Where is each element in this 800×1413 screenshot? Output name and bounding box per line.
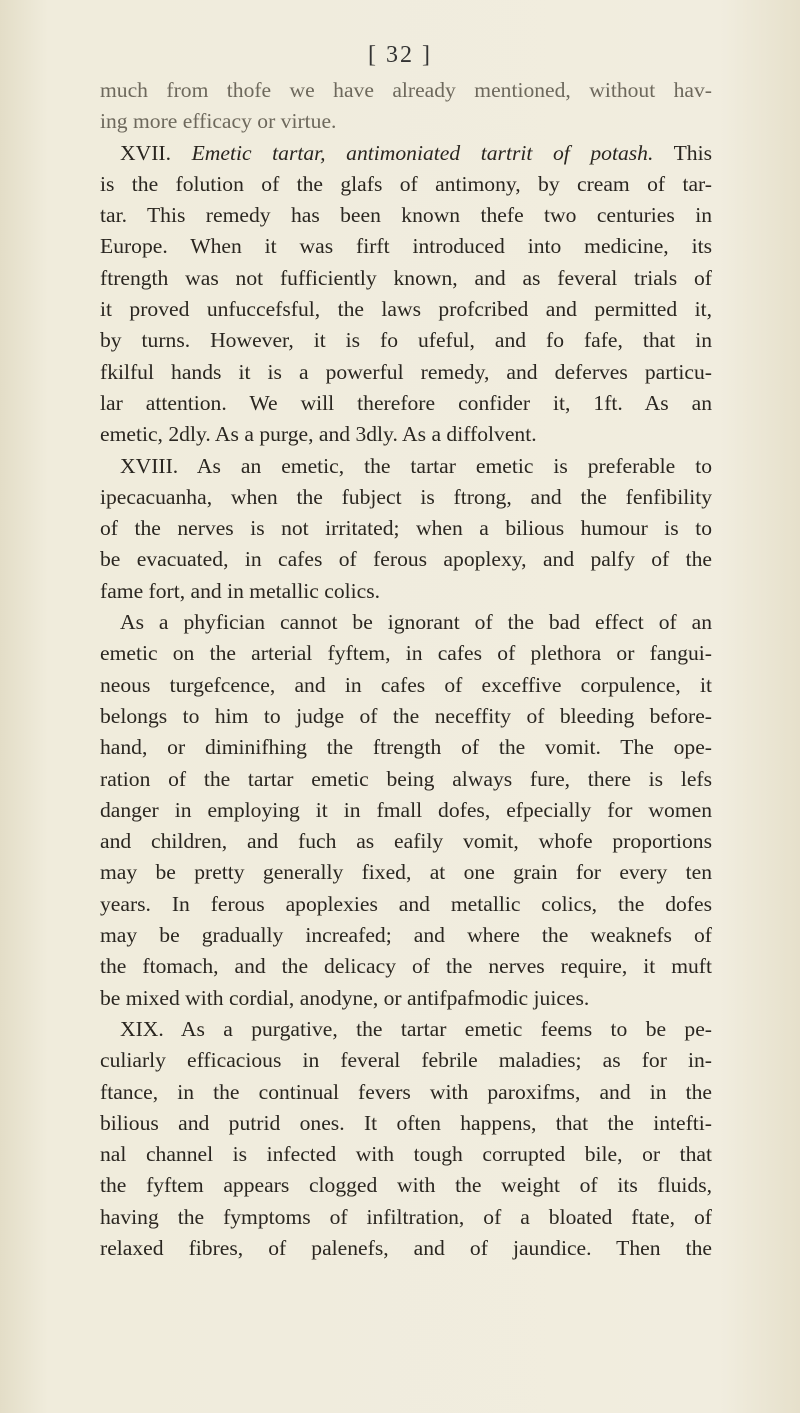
text-line: ing more efficacy or virtue. bbox=[100, 109, 337, 134]
page-body-text bbox=[100, 75, 712, 1264]
text-line: is the folution of the glafs of antimony, by cream of tar- bbox=[100, 171, 712, 196]
text-line: ftrength was not fufficiently known, and as feveral trials of bbox=[100, 265, 712, 290]
text-line: fkilful hands it is a powerful remedy, and deferves particu- bbox=[100, 359, 712, 384]
text-line: relaxed fibres, of palenefs, and of jaundice. Then the bbox=[100, 1235, 712, 1260]
text-line: having the fymptoms of infiltration, of a bloated ftate, of bbox=[100, 1204, 712, 1229]
text-line: XIX. As a purgative, the tartar emetic feems to be pe- bbox=[120, 1016, 712, 1041]
text-run: XVII. bbox=[120, 140, 192, 165]
text-line: tar. This remedy has been known thefe two centuries in bbox=[100, 203, 712, 228]
text-line: by turns. However, it is fo ufeful, and fo fafe, that in bbox=[100, 328, 712, 353]
text-line: emetic on the arterial fyftem, in cafes of plethora or fangui- bbox=[100, 641, 712, 666]
text-line: As a phyfician cannot be ignorant of the bad effect of an bbox=[120, 610, 712, 635]
text-line: culiarly efficacious in feveral febrile maladies; as for in- bbox=[100, 1048, 712, 1073]
text-line: danger in employing it in fmall dofes, efpecially for women bbox=[100, 797, 712, 822]
text-line: the fyftem appears clogged with the weight of its fluids, bbox=[100, 1173, 712, 1198]
text-line: nal channel is infected with tough corrupted bile, or that bbox=[100, 1142, 712, 1167]
text-line: may be gradually increafed; and where the weaknefs of bbox=[100, 923, 712, 948]
text-line: lar attention. We will therefore confider it, 1ft. As an bbox=[100, 390, 712, 415]
text-line: emetic, 2dly. As a purge, and 3dly. As a diffolvent. bbox=[100, 422, 537, 447]
text-line: be mixed with cordial, anodyne, or antifpafmodic juices. bbox=[100, 985, 590, 1010]
text-line: XVIII. As an emetic, the tartar emetic is preferable to bbox=[120, 453, 712, 478]
text-run: This bbox=[653, 140, 712, 165]
text-line: may be pretty generally fixed, at one grain for every ten bbox=[100, 860, 712, 885]
italic-heading-text: Emetic tartar, antimoniated tartrit of potash. bbox=[191, 140, 654, 165]
text-line: it proved unfuccefsful, the laws profcribed and permitted it, bbox=[100, 297, 712, 322]
text-line: the ftomach, and the delicacy of the nerves require, it muft bbox=[100, 954, 712, 979]
text-line: much from thofe we have already mentioned, without hav- bbox=[100, 78, 712, 102]
text-line: ftance, in the continual fevers with paroxifms, and in the bbox=[100, 1079, 712, 1104]
text-line: and children, and fuch as eafily vomit, whofe proportions bbox=[100, 829, 712, 854]
text-line: be evacuated, in cafes of ferous apoplexy, and palfy of the bbox=[100, 547, 712, 572]
text-line: bilious and putrid ones. It often happens, that the intefti- bbox=[100, 1110, 712, 1135]
text-line: ipecacuanha, when the fubject is ftrong, and the fenfibility bbox=[100, 484, 712, 509]
page-number: [ 32 ] bbox=[368, 42, 432, 68]
text-line: neous turgefcence, and in cafes of exceffive corpulence, it bbox=[100, 672, 712, 697]
text-line: ration of the tartar emetic being always fure, there is lefs bbox=[100, 766, 712, 791]
text-line: Europe. When it was firft introduced into medicine, its bbox=[100, 234, 712, 259]
text-line: years. In ferous apoplexies and metallic colics, the dofes bbox=[100, 891, 712, 916]
text-line bbox=[100, 138, 712, 169]
text-line: belongs to him to judge of the neceffity of bleeding before- bbox=[100, 703, 712, 728]
text-line: of the nerves is not irritated; when a bilious humour is to bbox=[100, 516, 712, 541]
text-line: fame fort, and in metallic colics. bbox=[100, 578, 381, 603]
text-line: hand, or diminifhing the ftrength of the vomit. The ope- bbox=[100, 735, 712, 760]
